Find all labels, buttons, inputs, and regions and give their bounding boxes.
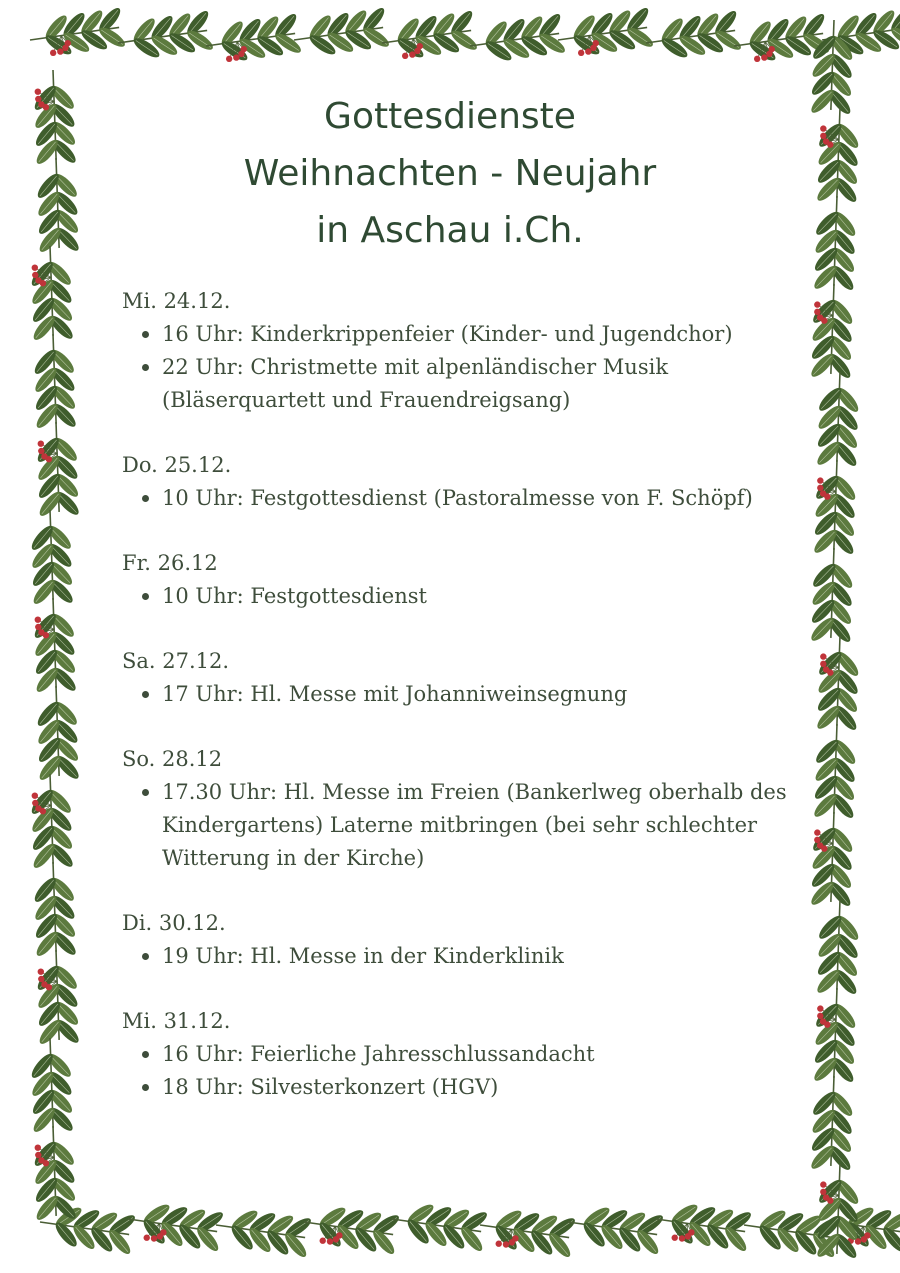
event-list (122, 580, 802, 613)
berry-icon (496, 1241, 502, 1247)
berry-icon (327, 1238, 333, 1244)
berry-icon (817, 477, 823, 483)
berry-icon (35, 805, 41, 811)
title-line-1: Gottesdienste (324, 96, 576, 137)
berry-icon (157, 1233, 163, 1239)
event-list (122, 318, 802, 417)
event-item: 18 Uhr: Silvesterkonzert (HGV) (162, 1071, 802, 1104)
event-item: 10 Uhr: Festgottesdienst (Pastoralmesse von F. Schöpf) (162, 482, 802, 515)
berry-icon (38, 976, 44, 982)
berry-icon (817, 842, 823, 848)
day-date: Mi. 31.12. (122, 1009, 231, 1033)
event-item: 17.30 Uhr: Hl. Messe im Freien (Bankerlweg oberhalb des Kindergartens) Laterne mitbringen (bei sehr schlechter Witterung in der Kirche) (162, 776, 802, 875)
day-block (122, 907, 802, 973)
berry-icon (814, 837, 820, 843)
berry-icon (151, 1235, 157, 1241)
berry-icon (35, 624, 41, 630)
event-list (122, 940, 802, 973)
event-list (122, 1038, 802, 1104)
berry-icon (814, 829, 820, 835)
title-line-3: in Aschau i.Ch. (316, 210, 584, 251)
day-block (122, 285, 802, 417)
berry-icon (320, 1238, 326, 1244)
berry-icon (820, 661, 826, 667)
day-date: Di. 30.12. (122, 911, 226, 935)
berry-icon (57, 48, 63, 54)
day-date: Do. 25.12. (122, 453, 232, 477)
berry-icon (761, 54, 767, 60)
berry-icon (672, 1235, 678, 1241)
berry-icon (35, 1144, 41, 1150)
day-block (122, 645, 802, 711)
berry-icon (333, 1236, 339, 1242)
event-item: 10 Uhr: Festgottesdienst (162, 580, 802, 613)
berry-icon (38, 440, 44, 446)
page-title (0, 88, 900, 259)
berry-icon (820, 1181, 826, 1187)
day-date: Mi. 24.12. (122, 289, 231, 313)
berry-icon (820, 490, 826, 496)
berry-icon (754, 56, 760, 62)
berry-icon (38, 629, 44, 635)
berry-icon (509, 1239, 515, 1245)
berry-icon (41, 453, 47, 459)
berry-icon (50, 50, 56, 56)
event-item: 16 Uhr: Kinderkrippenfeier (Kinder- und Jugendchor) (162, 318, 802, 351)
berry-icon (402, 53, 408, 59)
event-list (122, 678, 802, 711)
berry-icon (32, 800, 38, 806)
berry-icon (820, 1018, 826, 1024)
berry-icon (585, 48, 591, 54)
service-schedule (122, 285, 802, 1136)
event-list (122, 482, 802, 515)
berry-icon (32, 264, 38, 270)
berry-icon (817, 314, 823, 320)
berry-icon (820, 1189, 826, 1195)
berry-icon (823, 1194, 829, 1200)
berry-icon (578, 50, 584, 56)
berry-icon (503, 1241, 509, 1247)
berry-icon (32, 792, 38, 798)
berry-icon (233, 54, 239, 60)
title-line-2: Weihnachten - Neujahr (243, 153, 657, 194)
day-block (122, 1005, 802, 1104)
day-date: Sa. 27.12. (122, 649, 230, 673)
day-date: Fr. 26.12 (122, 551, 218, 575)
day-block (122, 743, 802, 875)
berry-icon (38, 448, 44, 454)
berry-icon (32, 272, 38, 278)
berry-icon (38, 968, 44, 974)
berry-icon (41, 981, 47, 987)
day-block (122, 547, 802, 613)
berry-icon (861, 1236, 867, 1242)
berry-icon (679, 1235, 685, 1241)
berry-icon (817, 1005, 823, 1011)
day-block (122, 449, 802, 515)
berry-icon (144, 1235, 150, 1241)
event-item: 22 Uhr: Christmette mit alpenländischer Musik (Bläserquartett und Frauendreigsang) (162, 351, 802, 417)
berry-icon (226, 56, 232, 62)
berry-icon (685, 1233, 691, 1239)
berry-icon (814, 301, 820, 307)
berry-icon (35, 1152, 41, 1158)
event-item: 19 Uhr: Hl. Messe in der Kinderklinik (162, 940, 802, 973)
berry-icon (38, 1157, 44, 1163)
berry-icon (409, 51, 415, 57)
berry-icon (35, 616, 41, 622)
berry-icon (823, 666, 829, 672)
berry-icon (35, 277, 41, 283)
event-item: 17 Uhr: Hl. Messe mit Johanniweinsegnung (162, 678, 802, 711)
event-list (122, 776, 802, 875)
berry-icon (814, 309, 820, 315)
day-date: So. 28.12 (122, 747, 223, 771)
berry-icon (820, 653, 826, 659)
berry-icon (817, 485, 823, 491)
event-item: 16 Uhr: Feierliche Jahresschlussandacht (162, 1038, 802, 1071)
berry-icon (817, 1013, 823, 1019)
